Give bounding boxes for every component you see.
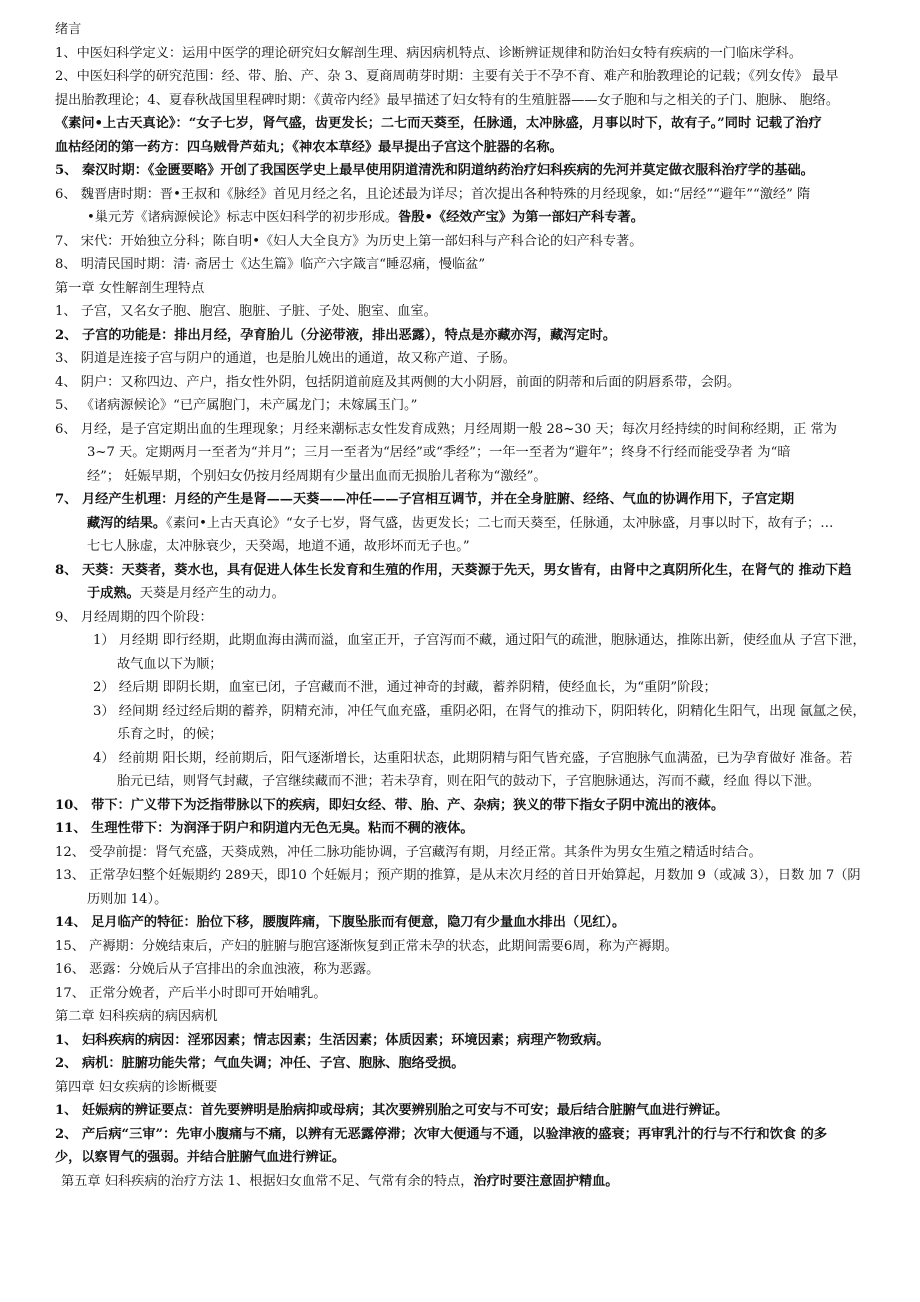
ch1-item-6-line-2: 3~7 天。定期两月一至者为“并月”；三月一至者为“居经”或“季经”；一年一至者为“避年”；终身不行经而能受孕者 为“暗 [87, 445, 791, 460]
ch1-item-7-normal: 《素问•上古天真论》“女子七岁，肾气盛，齿更发长；二七而天葵至，任脉通，太冲脉盛，月事以时下，故有子；… [166, 515, 834, 531]
intro-item-6-line-1: 6、 魏晋唐时期：晋•王叔和《脉经》首见月经之名，且论述最为详尽；首次提出各种特殊的月经现象，如:“居经”“避年”“激经” 隋 [55, 186, 811, 202]
ch5-normal: 第五章 妇科疾病的治疗方法 1、根据妇女血常不足、气常有余的特点， [61, 1173, 474, 1189]
ch1-item-7-line-1: 7、 月经产生机理：月经的产生是肾——天葵——冲任——子宫相互调节，并在全身脏腑、经络、气血的协调作用下，子宫定期 [55, 492, 795, 507]
ch1-item-6-line-3: 经”； 妊娠早期，个别妇女仍按月经周期有少量出血而无损胎儿者称为“激经”。 [87, 468, 547, 484]
intro-item-6-normal: •巢元芳《诸病源候论》标志中医妇科学的初步形成。 [87, 210, 399, 225]
intro-item-6-bold: 昝殷•《经效产宝》为第一部妇产科专著。 [398, 210, 644, 225]
intro-item-1: 1、中医妇科学定义：运用中医学的理论研究妇女解剖生理、病因病机特点、诊断辨证规律和防治妇女特有疾病的一门临床学科。 [55, 45, 802, 61]
ch1-item-11: 11、 生理性带下：为润泽于阴户和阴道内无色无臭。粘而不稠的液体。 [55, 821, 474, 836]
ch4-item-2-line-1: 2、 产后病“三审”：先审小腹痛与不痛，以辨有无恶露停滞；次审大便通与不通，以验津液的盛衰；再审乳汁的行与不行和饮食 的多 [55, 1126, 828, 1142]
intro-item-2-line-1: 2、中医妇科学的研究范围：经、带、胎、产、杂 3、夏商周萌芽时期：主要有关于不孕不育、难产和胎教理论的记载；《列女传》 最早 [55, 69, 839, 84]
ch1-item-3: 3、 阴道是连接子宫与阴户的通道，也是胎儿娩出的通道，故又称产道、子肠。 [55, 351, 516, 366]
ch1-item-14: 14、 足月临产的特征：胎位下移，腰腹阵痛，下腹坠胀而有便意，隐刀有少量血水排出（见红）。 [55, 915, 626, 930]
ch2-item-2: 2、 病机：脏腑功能失常；气血失调；冲任、子宫、胞脉、胞络受损。 [55, 1056, 465, 1071]
ch1-item-4: 4、 阴户：又称四边、产户，指女性外阴，包括阴道前庭及其两侧的大小阴唇，前面的阴蒂和后面的阴唇系带，会阴。 [55, 374, 741, 390]
ch1-item-9: 9、 月经周期的四个阶段： [55, 609, 213, 625]
document-page [55, 18, 865, 1193]
ch1-stage-4-line-1: 4） 经前期 阳长期，经前期后，阳气逐渐增长，达重阳状态，此期阴精与阳气皆充盛，子宫胞脉气血满盈，已为孕育做好 准备。若 [93, 750, 853, 766]
chapter-4-heading: 第四章 妇女疾病的诊断概要 [55, 1079, 218, 1095]
ch1-stage-1-line-2: 故气血以下为顺； [117, 656, 223, 672]
ch4-item-1: 1、 妊娠病的辨证要点：首先要辨明是胎病抑或母病；其次要辨别胎之可安与不可安；最后结合脏腑气血进行辨证。 [55, 1103, 729, 1118]
ch1-stage-2: 2） 经后期 即阴长期，血室已闭，子宫藏而不泄，通过神奇的封藏，蓄养阴精，使经血长，为“重阴”阶段； [93, 680, 717, 695]
ch1-item-7-line-2 [55, 512, 865, 536]
intro-item-2-line-4: 血枯经闭的第一药方：四乌贼骨芦茹丸；《神农本草经》最早提出子宫这个脏器的名称。 [55, 139, 563, 155]
intro-item-8: 8、 明清民国时期：清· 斋居士《达生篇》临产六字箴言“睡忍痛，慢临盆” [55, 257, 486, 272]
ch1-item-13-line-1: 13、 正常孕妇整个妊娠期约 289天，即10 个妊娠月；预产期的推算，是从末次月经的首日开始算起，月数加 9（或减 3），日数 加 7（阴 [55, 868, 861, 883]
chapter-2-heading: 第二章 妇科疾病的病因病机 [55, 1009, 218, 1024]
chapter-5-line [55, 1170, 865, 1194]
ch1-item-13-line-2: 历则加 14）。 [87, 891, 168, 907]
ch1-item-1: 1、 子宫，又名女子胞、胞宫、胞脏、子脏、子处、胞室、血室。 [55, 304, 437, 319]
ch1-item-8-normal: 天葵是月经产生的动力。 [139, 586, 285, 601]
intro-item-6-line-2 [55, 206, 865, 230]
ch1-item-7-bold: 藏泻的结果。 [87, 515, 167, 531]
ch1-item-8-line-1: 8、 天葵：天葵者，葵水也，具有促进人体生长发育和生殖的作用，天葵源于先天，男女皆有，由肾中之真阴所化生，在肾气的 推动下趋 [55, 562, 852, 578]
intro-item-2-line-2: 提出胎教理论；4、夏春秋战国里程碑时期：《黄帝内经》最早描述了妇女特有的生殖脏器——女子胞和与之相关的子门、胞脉、 胞络。 [55, 92, 840, 108]
ch1-stage-1-line-1: 1） 月经期 即行经期，此期血海由满而溢，血室正开，子宫泻而不藏，通过阳气的疏泄，胞脉通达，推陈出新，使经血从 子宫下泄， [93, 633, 866, 648]
ch1-item-17: 17、 正常分娩者，产后半小时即可开始哺乳。 [55, 985, 327, 1001]
ch1-stage-3-line-2: 乐育之时，的候； [117, 727, 223, 742]
ch1-item-10: 10、 带下：广义带下为泛指带脉以下的疾病，即妇女经、带、胎、产、杂病；狭义的带下指女子阴中流出的液体。 [55, 797, 725, 813]
ch1-item-8-bold: 于成熟。 [87, 586, 140, 601]
ch1-item-6-line-1: 6、 月经，是子宫定期出血的生理现象；月经来潮标志女性发育成熟；月经周期一般 28~30 天；每次月经持续的时间称经期，正 常为 [55, 421, 837, 437]
intro-item-2-line-3: 《素问•上古天真论》：“女子七岁，肾气盛，齿更发长；二七而天葵至，任脉通，太冲脉盛，月事以时下，故有子。”同时 记载了治疗 [55, 116, 822, 131]
ch1-item-7-line-3: 七七人脉虚，太冲脉衰少，天癸竭，地道不通，故形坏而无子也。” [87, 539, 470, 554]
ch1-item-12: 12、 受孕前提：肾气充盛，天葵成熟，冲任二脉功能协调，子宫藏泻有期，月经正常。其条件为男女生殖之精适时结合。 [55, 844, 762, 860]
ch1-item-5: 5、 《诸病源候论》“已产属胞门，未产属龙门；未嫁属玉门。” [55, 398, 418, 413]
intro-item-5: 5、 秦汉时期：《金匮要略》开创了我国医学史上最早使用阴道清洗和阴道纳药治疗妇科疾病的先河并莫定做衣服科治疗学的基础。 [55, 163, 814, 178]
ch5-bold: 治疗时要注意固护精血。 [473, 1173, 619, 1189]
ch1-item-2: 2、 子宫的功能是：排出月经，孕育胎儿（分泌带液，排出恶露），特点是亦藏亦泻，藏泻定时。 [55, 327, 617, 343]
intro-heading: 绪言 [55, 22, 82, 37]
intro-item-7: 7、 宋代：开始独立分科；陈自明•《妇人大全良方》为历史上第一部妇科与产科合论的妇产科专著。 [55, 233, 643, 249]
ch1-stage-4-line-2: 胎元已结，则肾气封藏，子宫继续藏而不泄；若未孕育，则在阳气的鼓动下，子宫胞脉通达，泻而不藏，经血 得以下泄。 [117, 774, 821, 789]
ch1-item-16: 16、 恶露：分娩后从子宫排出的余血浊液，称为恶露。 [55, 962, 380, 977]
ch1-item-8-line-2 [55, 582, 865, 606]
ch1-item-15: 15、 产褥期：分娩结束后，产妇的脏腑与胞宫逐渐恢复到正常未孕的状态，此期间需要6周，称为产褥期。 [55, 938, 678, 954]
ch4-item-2-line-2: 少，以察胃气的强弱。并结合脏腑气血进行辨证。 [55, 1150, 346, 1165]
chapter-1-heading: 第一章 女性解剖生理特点 [55, 280, 205, 296]
ch1-stage-3-line-1: 3） 经间期 经过经后期的蓄养，阴精充沛，冲任气血充盛，重阴必阳，在肾气的推动下，阴阳转化，阴精化生阳气，出现 氤氲之侯， [93, 703, 866, 719]
ch2-item-1: 1、 妇科疾病的病因：淫邪因素；情志因素；生活因素；体质因素；环境因素；病理产物致病。 [55, 1032, 610, 1048]
